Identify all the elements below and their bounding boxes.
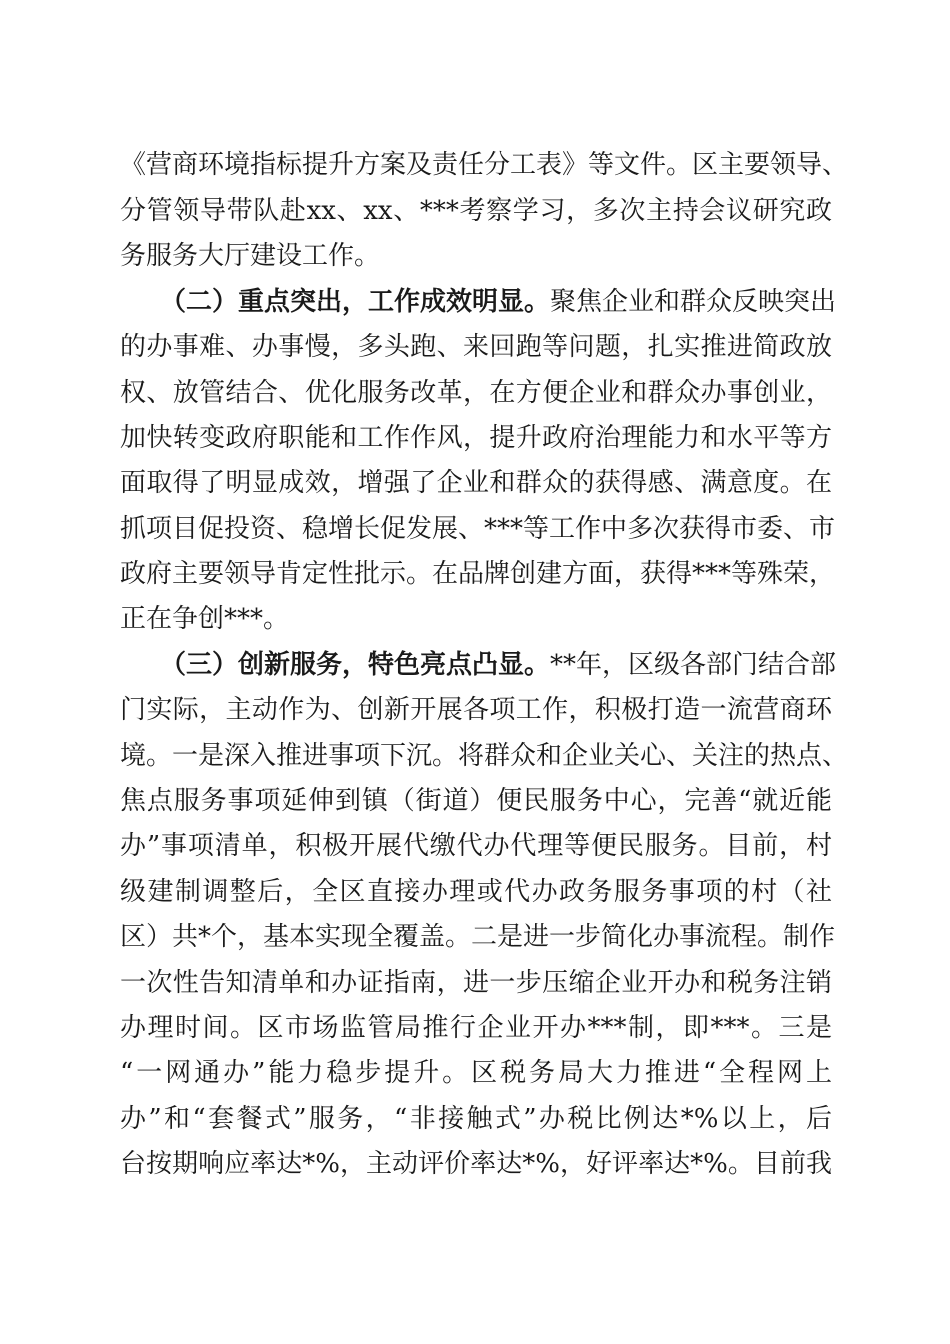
- paragraph-3-line-10: “一网通办”能力稳步提升。区税务局大力推进“全程网上: [120, 1058, 832, 1088]
- paragraph-1-line-3: 务服务大厅建设工作。: [120, 241, 381, 271]
- paragraph-3-line-12: 台按期响应率达*%，主动评价率达*%，好评率达*%。目前我: [120, 1149, 832, 1179]
- paragraph-3-line-2: 门实际，主动作为、创新开展各项工作，积极打造一流营商环: [120, 695, 832, 725]
- paragraph-3-line-1: [160, 645, 837, 685]
- paragraph-2-line-1: [160, 282, 837, 322]
- paragraph-2-line-5: 面取得了明显成效，增强了企业和群众的获得感、满意度。在: [120, 468, 832, 498]
- paragraph-2-line-4: 加快转变政府职能和工作作风，提升政府治理能力和水平等方: [120, 423, 832, 453]
- paragraph-1-line-2: 分管领导带队赴xx、xx、***考察学习，多次主持会议研究政: [120, 196, 832, 226]
- paragraph-2-heading: （二）重点突出，工作成效明显。: [160, 287, 551, 317]
- paragraph-1-line-1: 《营商环境指标提升方案及责任分工表》等文件。区主要领导、: [120, 150, 849, 180]
- paragraph-2-first-line-text: 聚焦企业和群众反映突出: [550, 287, 837, 317]
- paragraph-3-line-8: 一次性告知清单和办证指南，进一步压缩企业开办和税务注销: [120, 968, 832, 998]
- paragraph-2-line-7: 政府主要领导肯定性批示。在品牌创建方面，获得***等殊荣，: [120, 559, 836, 589]
- paragraph-3-line-6: 级建制调整后，全区直接办理或代办政务服务事项的村（社: [120, 877, 832, 907]
- paragraph-2-line-8: 正在争创***。: [120, 604, 290, 634]
- paragraph-3-line-11: 办”和“套餐式”服务，“非接触式”办税比例达*%以上，后: [120, 1104, 832, 1134]
- paragraph-3-line-3: 境。一是深入推进事项下沉。将群众和企业关心、关注的热点、: [120, 741, 849, 771]
- paragraph-3-line-4: 焦点服务事项延伸到镇（街道）便民服务中心，完善“就近能: [120, 786, 832, 816]
- paragraph-2-line-2: 的办事难、办事慢，多头跑、来回跑等问题，扎实推进简政放: [120, 332, 832, 362]
- paragraph-2-line-3: 权、放管结合、优化服务改革，在方便企业和群众办事创业，: [120, 378, 832, 408]
- paragraph-3-line-5: 办”事项清单，积极开展代缴代办代理等便民服务。目前，村: [120, 831, 832, 861]
- paragraph-3-line-7: 区）共*个，基本实现全覆盖。二是进一步简化办事流程。制作: [120, 922, 836, 952]
- paragraph-3-first-line-text: **年，区级各部门结合部: [550, 650, 837, 680]
- paragraph-3-line-9: 办理时间。区市场监管局推行企业开办***制，即***。三是: [120, 1013, 832, 1043]
- paragraph-3-heading: （三）创新服务，特色亮点凸显。: [160, 650, 551, 680]
- paragraph-2-line-6: 抓项目促投资、稳增长促发展、***等工作中多次获得市委、市: [120, 514, 836, 544]
